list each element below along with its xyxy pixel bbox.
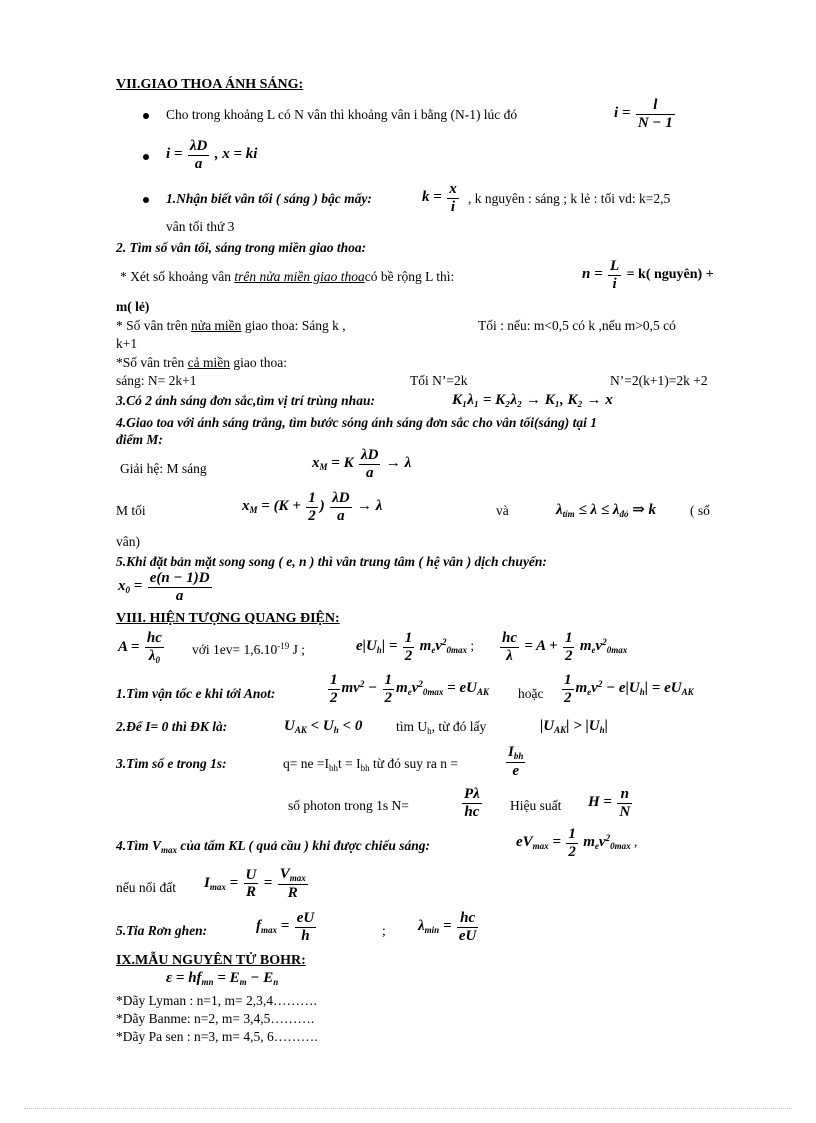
- formula-vmax: $eV_{max}$ = $\frac{1}{2}$ $m_ev^2_{0max}$ ,: [516, 826, 638, 860]
- ev-text: với $1ev= 1,6.10^{-19}$ J ;: [192, 641, 306, 657]
- lyman: *Dãy Lyman : n=1, m= 2,3,4……….: [116, 993, 317, 1008]
- para-3-cont: k+1: [116, 336, 138, 351]
- para-3: * Số vân trên nửa miền giao thoa: Sáng k ,: [116, 318, 346, 333]
- separator: ;: [382, 923, 386, 938]
- formula-n-L-i: n = $\frac{L}{i}$ = k( nguyên) +: [582, 258, 714, 292]
- formula-xM-sang: $x_M = K$ $\frac{\lambda D}{a}$ → λ: [312, 447, 412, 481]
- para-4: *Số vân trên cả miền giao thoa:: [116, 355, 287, 370]
- formula-lambda-range: $\lambda_{tím} \le \lambda \le \lambda_{đỏ}$ ⇒ k: [556, 502, 657, 519]
- heading-3: 3.Có 2 ánh sáng đơn sắc,tìm vị trí trùng nhau:: [116, 393, 375, 408]
- formula-bohr: $\varepsilon = hf_{mn} = E_m - E_n$: [166, 970, 279, 987]
- formula-lambda-min: $\lambda_{min}$ = $\frac{hc}{eU}$: [418, 910, 477, 944]
- para-5-c: N’=2(k+1)=2k +2: [610, 373, 708, 388]
- hieu-suat: Hiệu suất: [510, 798, 562, 813]
- q-text: q= ne $=I_{bh}t = I_{bh}$ từ đó suy ra n =: [283, 756, 459, 773]
- bullet-3-title: 1.Nhận biết vân tối ( sáng ) bậc mấy:: [166, 191, 372, 206]
- formula-einstein: $\frac{hc}{\lambda}$ = A + $\frac{1}{2}$ $m_ev^2_{0max}$: [502, 630, 628, 664]
- formula-i-lambda: i = $\frac{\lambda D}{a}$ , x = ki: [166, 138, 258, 172]
- so-text: ( số: [690, 503, 710, 518]
- para-3-c: Tối : nếu: m<0,5 có k ,nếu m>0,5 có: [478, 318, 676, 333]
- section-vii-title: VII.GIAO THOA ÁNH SÁNG:: [116, 77, 304, 92]
- formula-n-ibh: $\frac{I_{bh}}{e}$: [508, 744, 524, 779]
- banme: *Dãy Banme: n=2, m= 3,4,5……….: [116, 1011, 315, 1026]
- formula-x0: $x_0$ = $\frac{e(n - 1)D}{a}$: [118, 570, 210, 604]
- van-text: vân): [116, 534, 140, 549]
- formula-eUh: $e|U_h|$ = $\frac{1}{2}$ $m_ev^2_{0max}$ ;: [356, 630, 475, 664]
- formula-dk: $U_{AK} < U_h < 0$: [284, 718, 363, 735]
- heading-5: 5.Khi đặt bản mặt song song ( e, n ) thì vân trung tâm ( hệ vân ) dịch chuyển:: [116, 554, 547, 569]
- para-2-cont: m( lẻ): [116, 299, 150, 314]
- formula-xM-toi: $x_M = (K$ + $\frac{1}{2}$ ) $\frac{\lambda D}{a}$ → λ: [242, 490, 383, 524]
- heading-8-5: 5.Tia Rơn ghen:: [116, 923, 208, 938]
- va-text: và: [496, 503, 509, 518]
- formula-trung-nhau: K₁λ₁ = K₂λ₂ → K₁, K₂ → x: [452, 392, 613, 408]
- bullet-icon: [143, 113, 149, 119]
- heading-4-l1: 4.Giao toa với ánh sáng trắng, tìm bước sóng ánh sáng đơn sắc cho vân tối(sáng) tại 1: [116, 415, 598, 430]
- heading-2: 2. Tìm số vân tối, sáng trong miền giao thoa:: [116, 240, 367, 255]
- bullet-3-rest: , k nguyên : sáng ; k lẻ : tối vd: k=2,5: [468, 191, 671, 206]
- tim-uh: tìm $U_h$, từ đó lấy: [396, 719, 487, 736]
- formula-H: H = $\frac{n}{N}$: [588, 786, 631, 820]
- formula-van-toc: $\frac{1}{2}$ $mv^2$ − $\frac{1}{2}$ $m_ev^2_{0max} = eU_{AK}$: [330, 672, 489, 706]
- heading-8-2: 2.Để I= 0 thì ĐK là:: [116, 719, 228, 734]
- page-footer-border: [24, 1108, 792, 1109]
- m-toi: M tối: [116, 503, 146, 518]
- pasen: *Dãy Pa sen : n=3, m= 4,5, 6……….: [116, 1029, 318, 1044]
- para-5-b: Tối N’=2k: [410, 373, 468, 388]
- formula-fmax: $f_{max}$ = $\frac{eU}{h}$: [256, 910, 315, 944]
- noi-dat: nếu nối đất: [116, 880, 176, 895]
- photon-text: số photon trong 1s N=: [288, 798, 409, 813]
- heading-4-l2: điểm M:: [116, 432, 163, 447]
- section-viii-title: VIII. HIỆN TƯỢNG QUANG ĐIỆN:: [116, 611, 340, 626]
- giai-he-a: Giải hệ: M sáng: [120, 461, 207, 476]
- para-2: * Xét số khoảng vân trên nửa miền giao thoacó bề rộng L thì:: [120, 269, 455, 284]
- formula-abs: $|U_{AK}| > |U_h|$: [540, 718, 608, 735]
- bullet-icon: [143, 197, 149, 203]
- formula-N: $\frac{P\lambda}{hc}$: [464, 786, 480, 820]
- section-ix-title: IX.MẪU NGUYÊN TỬ BOHR:: [116, 953, 306, 968]
- heading-8-1: 1.Tìm vận tốc e khi tới Anot:: [116, 686, 276, 701]
- formula-A: A = $\frac{hc}{\lambda_0}$: [118, 630, 162, 665]
- hoac-text: hoặc: [518, 686, 544, 701]
- formula-k-x-i: k = $\frac{x}{i}$: [422, 181, 457, 215]
- formula-imax: $I_{max}$ = $\frac{U}{R}$ = $\frac{V_{max}}{R}$: [204, 866, 306, 901]
- formula-van-toc-2: $\frac{1}{2}$ $m_ev^2 - e|U_h| = eU_{AK}$: [564, 672, 694, 706]
- para-5-a: sáng: N= 2k+1: [116, 373, 197, 388]
- heading-8-4: 4.Tìm $V_{max}$ của tấm KL ( quả cầu ) khi được chiếu sáng:: [116, 838, 430, 855]
- bullet-3-cont: vân tối thứ 3: [166, 219, 235, 234]
- bullet-icon: [143, 154, 149, 160]
- formula-khoang-van: i = $\frac{l}{N - 1}$: [614, 97, 673, 131]
- heading-8-3: 3.Tìm số e trong 1s:: [116, 756, 227, 771]
- bullet-1-text: Cho trong khoảng L có N vân thì khoảng vân i bằng (N-1) lúc đó: [166, 107, 518, 122]
